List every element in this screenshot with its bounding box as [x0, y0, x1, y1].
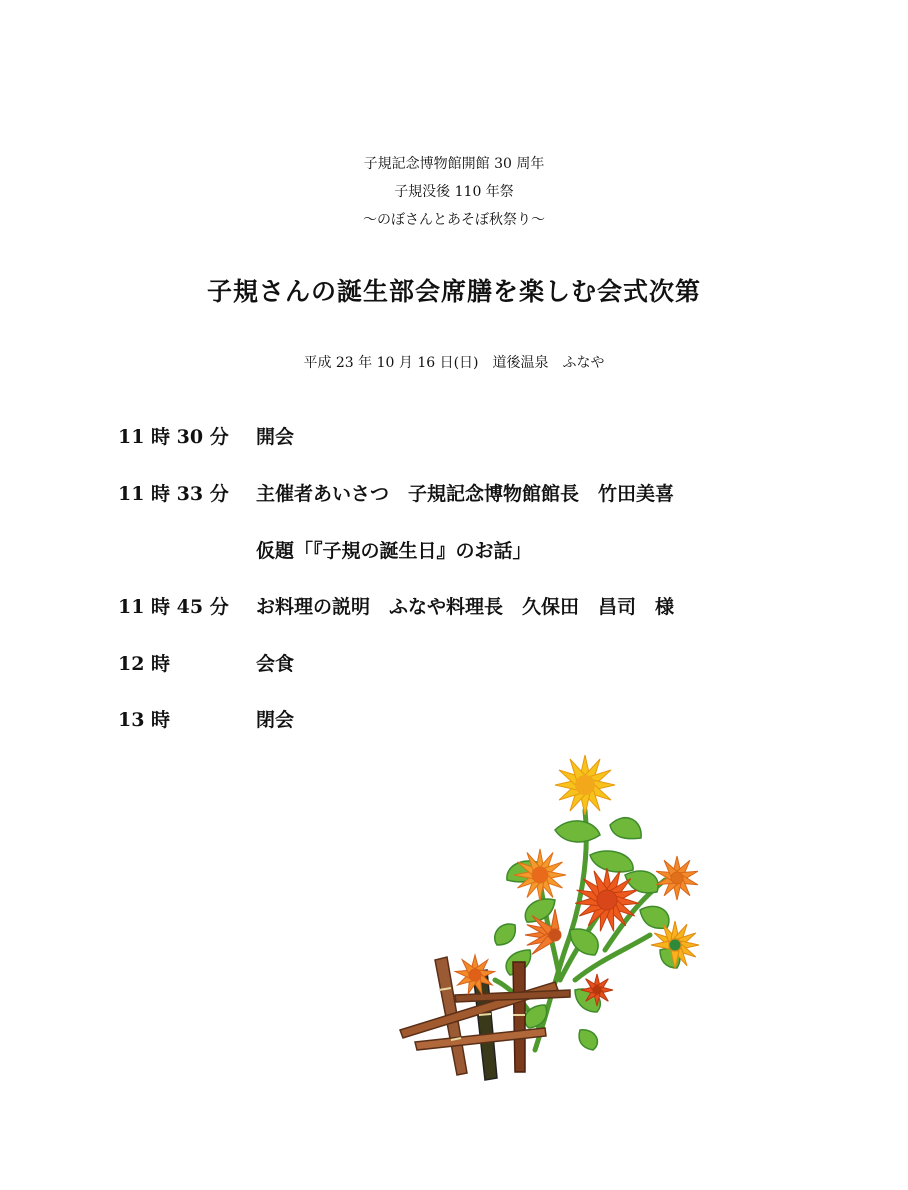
schedule-row: [118, 649, 294, 676]
orange-chrysanthemum: [514, 849, 566, 901]
schedule-time: 12 時: [118, 653, 171, 675]
schedule-event: 閉会: [256, 709, 295, 731]
schedule-event: 会食: [256, 653, 295, 675]
orange-chrysanthemum: [655, 856, 699, 900]
schedule-event: 主催者あいさつ 子規記念博物館館長 竹田美喜: [256, 483, 675, 505]
header-memorial: 子規没後 110 年祭: [394, 184, 514, 200]
schedule-time: 11 時 33 分: [118, 483, 229, 505]
yellow-chrysanthemum: [555, 755, 615, 815]
date-venue: 平成 23 年 10 月 16 日(日) 道後温泉 ふなや: [303, 355, 605, 371]
schedule-subnote: 仮題「『子規の誕生日』のお話」: [256, 540, 532, 562]
schedule-row: [118, 592, 674, 619]
chrysanthemum-fence-illustration: [395, 750, 715, 1090]
schedule-event: 開会: [256, 426, 295, 448]
header-festival: ～のぼさんとあそぼ秋祭り～: [363, 212, 545, 228]
schedule-event: お料理の説明 ふなや料理長 久保田 昌司 様: [256, 596, 675, 618]
header-anniversary: 子規記念博物館開館 30 周年: [363, 156, 545, 172]
schedule-time: 11 時 45 分: [118, 596, 229, 618]
schedule-time: 11 時 30 分: [118, 426, 229, 448]
small-red-chrysanthemum: [581, 974, 613, 1006]
page-title: 子規さんの誕生部会席膳を楽しむ会式次第: [206, 277, 701, 306]
schedule-row: [118, 479, 674, 506]
schedule-row: [118, 422, 294, 449]
schedule-row: [118, 705, 294, 732]
schedule-time: 13 時: [118, 709, 171, 731]
